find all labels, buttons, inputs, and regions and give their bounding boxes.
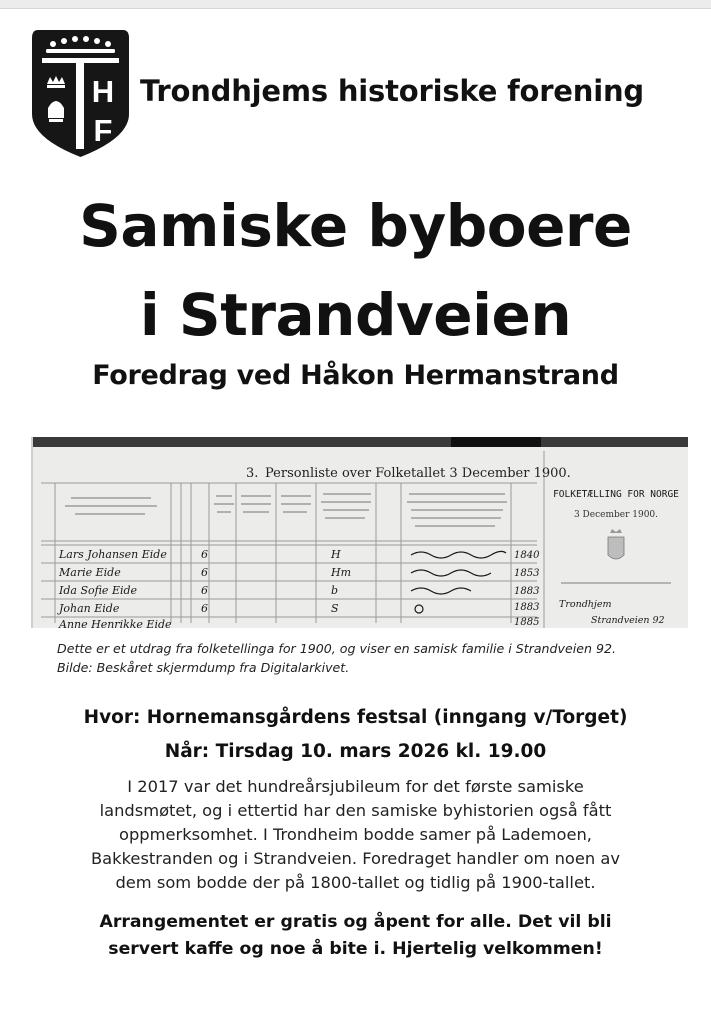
census-name-2: Marie Eide	[59, 566, 121, 579]
record-heading: Personliste over Folketallet 3 December 1900.	[265, 466, 571, 481]
census-record-image	[31, 437, 688, 628]
caption-line1: Dette er et utdrag fra folketellinga for 1900, og viser en samisk familie i Strandveien 92.	[57, 641, 616, 656]
event-subtitle: Foredrag ved Håkon Hermanstrand	[92, 360, 619, 391]
svg-text:6: 6	[201, 566, 208, 579]
census-year-4: 1883	[514, 602, 540, 613]
census-year-5: 1885	[514, 617, 540, 628]
image-caption	[57, 639, 697, 677]
census-year-3: 1883	[514, 586, 540, 597]
census-year-2: 1853	[514, 568, 540, 579]
census-name-1: Lars Johansen Eide	[59, 548, 167, 561]
description-line: dem som bodde der på 1800-tallet og tidlig på 1900-tallet.	[115, 873, 596, 892]
census-name-3: Ida Sofie Eide	[59, 584, 138, 597]
society-logo	[30, 28, 131, 159]
census-name-5: Anne Henrikke Eide	[59, 618, 172, 628]
cover-place: Strandveien 92	[591, 615, 665, 626]
footer-line1: Arrangementet er gratis og åpent for alle. Det vil bli	[99, 912, 612, 932]
svg-text:Hm: Hm	[331, 566, 352, 579]
description-line: landsmøtet, og i ettertid har den samiske byhistorien også fått	[99, 801, 612, 820]
browser-top-strip	[0, 0, 711, 9]
cover-date: 3 December 1900.	[573, 510, 659, 520]
event-title-line1: Samiske byboere	[79, 192, 632, 260]
svg-text:6: 6	[201, 602, 208, 615]
description-line: oppmerksomhet. I Trondheim bodde samer på Lademoen,	[119, 825, 592, 844]
logo-letter-h: H	[91, 74, 115, 109]
description-line: Bakkestranden og i Strandveien. Foredraget handler om noen av	[91, 849, 620, 868]
organization-name: Trondhjems historiske forening	[140, 74, 644, 108]
footer-line2: servert kaffe og noe å bite i. Hjertelig velkommen!	[108, 939, 603, 959]
logo-letter-t: T	[30, 28, 31, 29]
census-year-1: 1840	[514, 550, 540, 561]
svg-text:H: H	[331, 548, 341, 561]
description-line: I 2017 var det hundreårsjubileum for det første samiske	[127, 777, 584, 796]
cover-title: FOLKETÆLLING FOR NORGE	[553, 489, 679, 500]
record-page-number: 3.	[246, 466, 259, 481]
svg-text:Trondhjem: Trondhjem	[559, 599, 612, 610]
logo-letter-f: F	[93, 113, 113, 148]
event-title-line2: i Strandveien	[139, 281, 572, 349]
event-description	[40, 775, 671, 895]
svg-text:6: 6	[201, 548, 208, 561]
event-footer	[30, 909, 681, 963]
caption-line2: Bilde: Beskåret skjermdump fra Digitalarkivet.	[57, 660, 350, 675]
event-time: Når: Tirsdag 10. mars 2026 kl. 19.00	[164, 741, 547, 762]
event-location: Hvor: Hornemansgårdens festsal (inngang v/Torget)	[83, 707, 628, 728]
svg-text:6: 6	[201, 584, 208, 597]
svg-text:S: S	[331, 602, 339, 615]
census-name-4: Johan Eide	[59, 602, 120, 615]
svg-text:b: b	[331, 584, 339, 597]
